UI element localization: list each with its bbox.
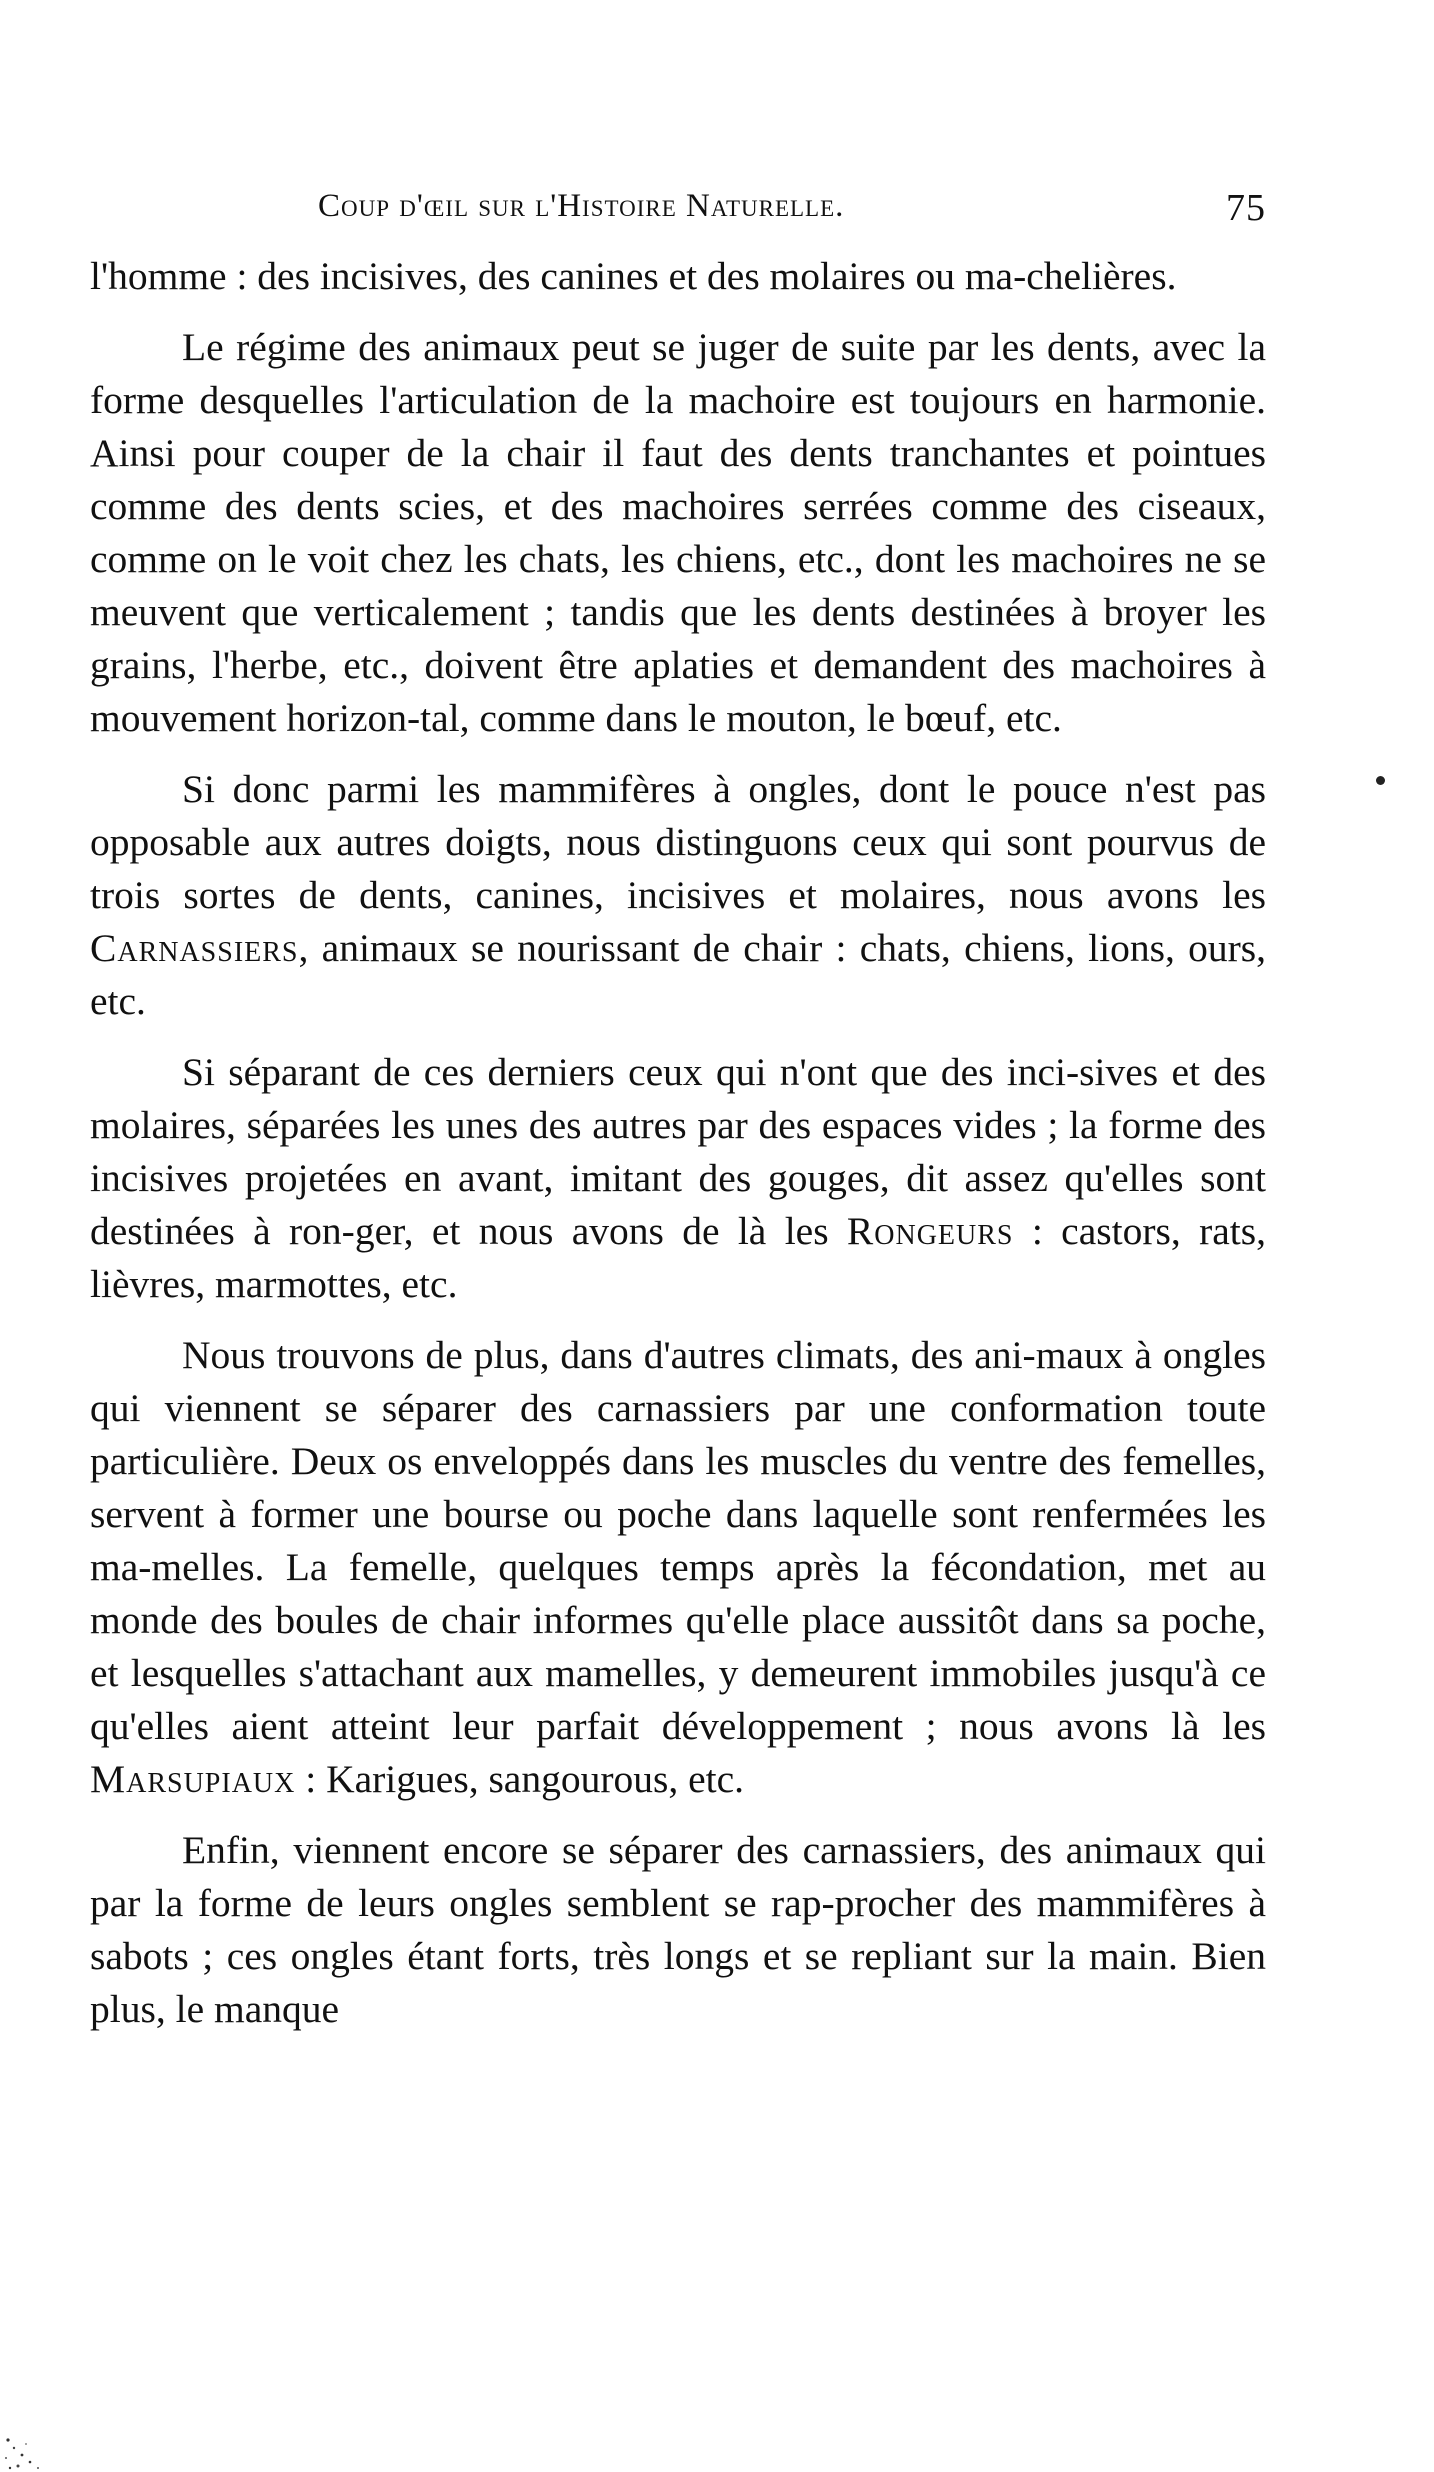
body-text [90,250,1266,2036]
ink-dot [1376,776,1385,785]
paragraph-5-after: : Karigues, sangourous, etc. [295,1757,745,1801]
paragraph-5 [90,1329,1266,1806]
paragraph-3 [90,763,1266,1028]
paragraph-2-text: Le régime des animaux peut se juger de suite par les dents, avec la forme desquelles l'articulation de la machoire est toujours en harmonie. Ainsi pour couper de la chair il faut des dents tranchantes et pointues comme des dents scies, et des machoires serrées comme des ciseaux, comme on le voit chez les chats, les chiens, etc., dont les machoires ne se meuvent que verticalement ; tandis que les dents destinées à broyer les grains, l'herbe, etc., doivent être aplaties et demandent des machoires à mouvement horizon-tal, comme dans le mouton, le bœuf, etc. [90,325,1266,740]
paragraph-3-after: , animaux se nourissant de chair : chats, chiens, lions, ours, etc. [90,926,1266,1023]
paragraph-4 [90,1046,1266,1311]
page-number: 75 [1226,187,1266,229]
running-title: Coup d'œil sur l'Histoire Naturelle. [318,188,845,224]
running-header [318,180,1266,236]
term-marsupiaux: Marsupiaux [90,1757,296,1801]
paragraph-6 [90,1824,1266,2036]
scan-speckle [0,2400,60,2472]
paragraph-1 [90,250,1266,303]
paragraph-3-before: Si donc parmi les mammifères à ongles, dont le pouce n'est pas opposable aux autres doigts, nous distinguons ceux qui sont pourvus de trois sortes de dents, canines, incisives et molaires, nous avons les [90,767,1266,917]
term-carnassiers: Carnassiers [90,926,299,970]
paragraph-2 [90,321,1266,745]
paragraph-4-before: Si séparant de ces derniers ceux qui n'ont que des inci-sives et des molaires, séparées les unes des autres par des espaces vides ; la forme des incisives projetées en avant, imitant des gouges, dit assez qu'elles sont destinées à ron-ger, et nous avons de là les [90,1050,1266,1253]
paragraph-4-after: : castors, rats, lièvres, marmottes, etc. [90,1209,1266,1306]
paragraph-6-text: Enfin, viennent encore se séparer des carnassiers, des animaux qui par la forme de leurs ongles semblent se rap-procher des mammifères à sabots ; ces ongles étant forts, très longs et se repliant sur la main. Bien plus, le manque [90,1828,1266,2031]
paragraph-5-before: Nous trouvons de plus, dans d'autres climats, des ani-maux à ongles qui viennent se séparer des carnassiers par une conformation toute particulière. Deux os enveloppés dans les muscles du ventre des femelles, servent à former une bourse ou poche dans laquelle sont renfermées les ma-melles. La femelle, quelques temps après la fécondation, met au monde des boules de chair informes qu'elle place aussitôt dans sa poche, et lesquelles s'attachant aux mamelles, y demeurent immobiles jusqu'à ce qu'elles aient atteint leur parfait développement ; nous avons là les [90,1333,1266,1748]
paragraph-1-text: l'homme : des incisives, des canines et des molaires ou ma-chelières. [90,254,1177,298]
term-rongeurs: Rongeurs [846,1209,1014,1253]
